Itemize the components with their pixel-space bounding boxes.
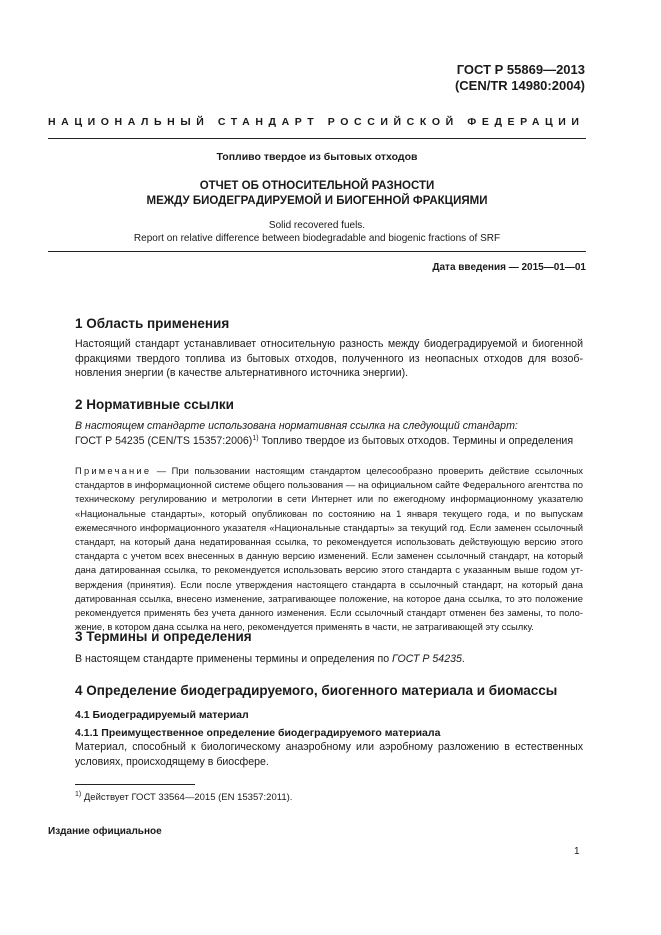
section-3-prefix: В настоящем стандарте применены термины и определения по	[75, 653, 393, 665]
footnote	[75, 792, 292, 803]
document-title-line2: МЕЖДУ БИОДЕГРАДИРУЕМОЙ И БИОГЕННОЙ ФРАКЦИЯМИ	[146, 195, 488, 207]
section-3-ref: ГОСТ Р 54235	[392, 653, 462, 665]
section-1-text	[75, 337, 583, 381]
section-2-heading: 2 Нормативные ссылки	[75, 397, 234, 412]
note-label: Примечание	[75, 465, 152, 476]
footnote-text: Действует ГОСТ 33564—2015 (EN 15357:2011).	[81, 792, 293, 803]
section-3-heading: 3 Термины и определения	[75, 629, 252, 644]
footnote-marker: 1)	[75, 791, 82, 798]
section-4-paragraph: Материал, способный к биологическому анаэробному или аэробному разложению в естественных условиях, происходящему в биосфере.	[75, 741, 583, 768]
introduction-date: Дата введения — 2015—01—01	[432, 262, 586, 273]
document-title	[48, 179, 586, 209]
standard-number-alt: (CEN/TR 14980:2004)	[454, 78, 585, 93]
national-standard-banner: НАЦИОНАЛЬНЫЙ СТАНДАРТ РОССИЙСКОЙ ФЕДЕРАЦИИ	[48, 116, 585, 128]
document-title-line1: ОТЧЕТ ОБ ОТНОСИТЕЛЬНОЙ РАЗНОСТИ	[199, 180, 435, 192]
standard-number-block	[455, 62, 585, 94]
header-divider	[48, 138, 586, 139]
section-4-1-heading: 4.1 Биодеградируемый материал	[75, 709, 249, 721]
section-3-suffix: .	[461, 653, 465, 665]
normative-ref-code: ГОСТ Р 54235 (CEN/TS 15357:2006)	[75, 434, 253, 447]
normative-ref-title: Топливо твердое из бытовых отходов. Термины и определения	[258, 434, 574, 447]
english-title	[48, 219, 586, 245]
page-number: 1	[574, 846, 580, 857]
section-3-text	[75, 652, 583, 667]
english-title-line1: Solid recovered fuels.	[268, 220, 366, 231]
section-1-paragraph: Настоящий стандарт устанавливает относительную разность между биодеградируемой и биогенной фракциями твердого топлива из бытовых отходов, полученного из неопасных отходов для возобновления энергии (в качестве альтернативного источника энергии).	[75, 338, 583, 379]
section-4-text	[75, 740, 583, 769]
footnote-marker-ref: 1)	[252, 434, 259, 442]
english-title-line2: Report on relative difference between biodegradable and biogenic fractions of SRF	[133, 233, 501, 244]
section-1-heading: 1 Область применения	[75, 316, 230, 331]
official-edition-label: Издание официальное	[48, 826, 162, 837]
section-4-heading: 4 Определение биодеградируемого, биогенного материала и биомассы	[75, 683, 558, 698]
section-2-intro: В настоящем стандарте использована нормативная ссылка на следующий стандарт:	[75, 420, 518, 432]
standard-number: ГОСТ Р 55869—2013	[456, 62, 585, 77]
footnote-divider	[75, 784, 195, 785]
section-2-text	[75, 419, 583, 448]
document-subtitle: Топливо твердое из бытовых отходов	[216, 151, 418, 163]
title-divider	[48, 251, 586, 252]
section-2-note	[75, 464, 583, 634]
section-4-1-1-heading: 4.1.1 Преимущественное определение биодеградируемого материала	[75, 727, 441, 739]
note-text: — При пользовании настоящим стандартом целесообразно проверить действие ссылочных стандартов в информационной системе общего пользования — на официальном сайте Федерального агентства по техническому регулированию и метрологии в сети Интернет или по ежегодному информационному указателю «Национальные стандарты», который опубликован по состоянию на 1 января текущего года, и по выпускам ежемесячного информационного указателя «Национальные стандарты» за текущий год. Если заменен ссылочный стандарт, на который дана недатированная ссылка, то рекомендуется использовать действующую версию этого стандарта с учетом всех внесенных в данную версию изменений. Если заменен ссылочный стандарт, на который дана датированная ссылка, то рекомендуется использовать версию этого стандарта с указанным выше годом утверждения (принятия). Если после утверждения настоящего стандарта в ссылочный стандарт, на который дана датированная ссылка, внесено изменение, затрагивающее положение, на которое дана ссылка, то это положение рекомендуется применять без учета данного изменения. Если ссылочный стандарт отменен без замены, то положение, в котором дана ссылка на него, рекомендуется применять в части, не затрагивающей эту ссылку.	[75, 465, 583, 633]
